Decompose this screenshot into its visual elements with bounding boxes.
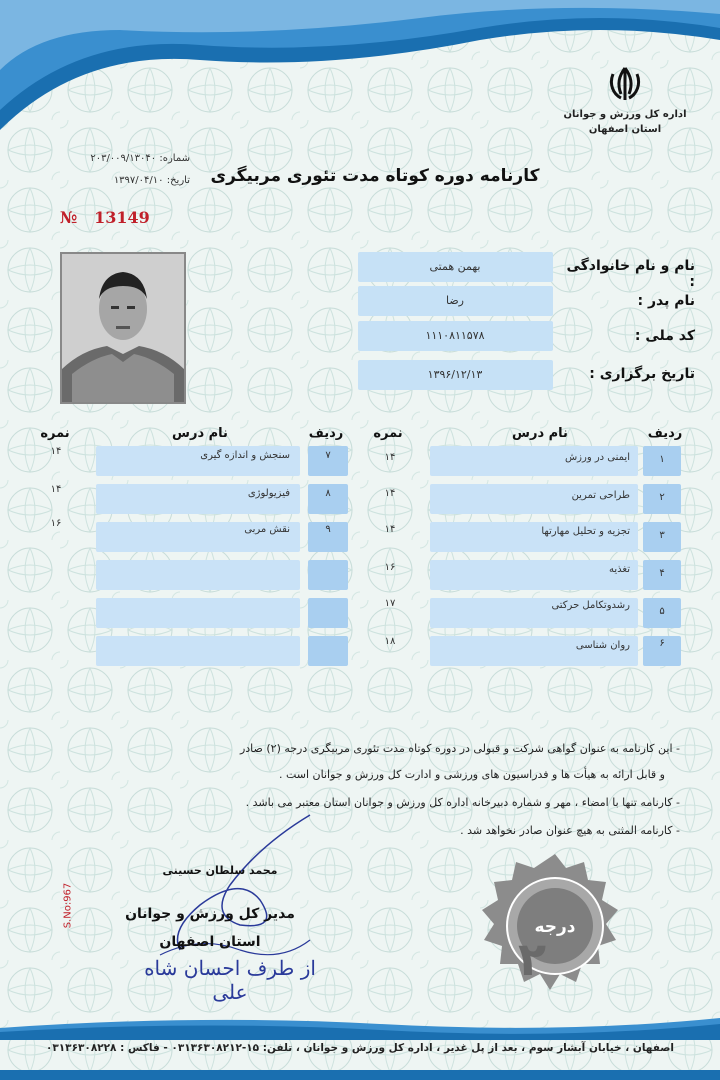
course-score: ۱۴ (384, 452, 396, 463)
row-number: ۲ (659, 492, 665, 503)
page-title: کارنامه دوره کوتاه مدت تئوری مربیگری (210, 166, 540, 186)
note-line-1: - این کارنامه به عنوان گواهی شرکت و قبولی در دوره کوتاه مدت تئوری مربیگری درجه (۲) صادر (239, 742, 680, 755)
note-line-4: - کارنامه المثنی به هیچ عنوان صادر نخواهد شد . (460, 824, 680, 837)
name-label: نام و نام خانوادگی : (566, 258, 695, 290)
course-name: تغذیه (608, 564, 630, 575)
header-course-left: نام درس (172, 426, 228, 441)
name-value: بهمن همتی (429, 260, 481, 273)
row-number: ۱ (659, 454, 665, 465)
portrait-photo (60, 252, 186, 404)
row-number: ۵ (659, 606, 665, 617)
row-number: ۹ (325, 524, 331, 535)
reference-date-value: ۱۳۹۷/۰۴/۱۰ (113, 175, 164, 186)
row-number: ۷ (325, 450, 331, 461)
header-row-right: ردیف (647, 426, 683, 441)
row-number: ۳ (659, 530, 665, 541)
header-course-right: نام درس (512, 426, 568, 441)
header-score-left: نمره (40, 426, 70, 441)
course-name: روان شناسی (575, 640, 630, 651)
course-name: تجزیه و تحلیل مهارتها (541, 526, 630, 537)
national-id-value: ۱۱۱۰۸۱۱۵۷۸ (425, 329, 485, 342)
note-line-3: - کارنامه تنها با امضاء ، مهر و شماره دبیرخانه اداره کل ورزش و جوانان استان معتبر می باشد . (245, 796, 680, 809)
course-name: نقش مربی (244, 524, 290, 535)
course-score: ۱۴ (384, 488, 396, 499)
note-line-2: و قابل ارائه به هیأت ها و فدراسیون های ورزشی و ادارت کل ورزش و جوانان است . (278, 768, 665, 781)
stamp-label: درجه (534, 917, 576, 937)
course-score: ۱۴ (50, 446, 62, 457)
header-score-right: نمره (373, 426, 403, 441)
reference-number-value: ۲۰۳/۰۰۹/۱۳۰۴۰ (90, 153, 157, 164)
side-serial-number: S.No:967 (62, 882, 74, 929)
grade-seal-icon (470, 850, 640, 1010)
signatory-name: محمد سلطان حسینی (162, 864, 278, 877)
course-name: ایمنی در ورزش (564, 452, 630, 463)
header-row-left: ردیف (308, 426, 344, 441)
reference-number-label: شماره: (159, 153, 190, 164)
signatory-role: مدیر کل ورزش و جوانان (125, 906, 295, 922)
course-date-label: تاریخ برگزاری : (589, 366, 695, 382)
reference-date (60, 175, 190, 186)
father-name-label: نام پدر : (637, 293, 695, 309)
reference-date-label: تاریخ: (166, 175, 190, 186)
row-number: ۶ (659, 638, 665, 649)
course-name: رشدوتکامل حرکتی (551, 600, 630, 611)
signatory-province: استان اصفهان (159, 934, 261, 950)
course-name: فیزیولوژی (247, 488, 290, 499)
national-id-label: کد ملی : (634, 328, 695, 344)
on-behalf-text: از طرف احسان شاه علی (144, 956, 316, 1004)
course-score: ۱۷ (384, 598, 396, 609)
course-score: ۱۸ (384, 636, 396, 647)
course-date-value: ۱۳۹۶/۱۲/۱۳ (427, 368, 483, 381)
course-score: ۱۶ (384, 562, 396, 573)
course-name: سنجش و اندازه گیری (200, 450, 290, 461)
serial-prefix: № (60, 208, 78, 227)
course-score: ۱۴ (50, 484, 62, 495)
father-name-value: رضا (445, 294, 464, 307)
row-number: ۸ (325, 488, 331, 499)
reference-number (60, 153, 190, 164)
stamp-number: ۲ (517, 932, 547, 986)
footer-address: اصفهان ، خیابان آبشار سوم ، بعد از پل غدیر ، اداره کل ورزش و جوانان ، تلفن: ۱۵-۰۳۱۳۶۳۰۸۲۱۲ - فاکس : ۰۳۱۳۶۳۰۸۲۲۸ (45, 1042, 675, 1054)
row-number: ۴ (659, 568, 665, 579)
course-name: طراحی تمرین (571, 490, 630, 501)
course-score: ۱۶ (50, 518, 62, 529)
serial-value: 13149 (94, 208, 150, 227)
org-line-2: استان اصفهان (588, 124, 662, 135)
serial-number (60, 208, 180, 227)
portrait-image (62, 254, 184, 402)
organization-header (560, 64, 690, 137)
org-line-1: اداره کل ورزش و جوانان (563, 109, 687, 120)
iran-emblem-icon (605, 64, 645, 104)
course-score: ۱۴ (384, 524, 396, 535)
